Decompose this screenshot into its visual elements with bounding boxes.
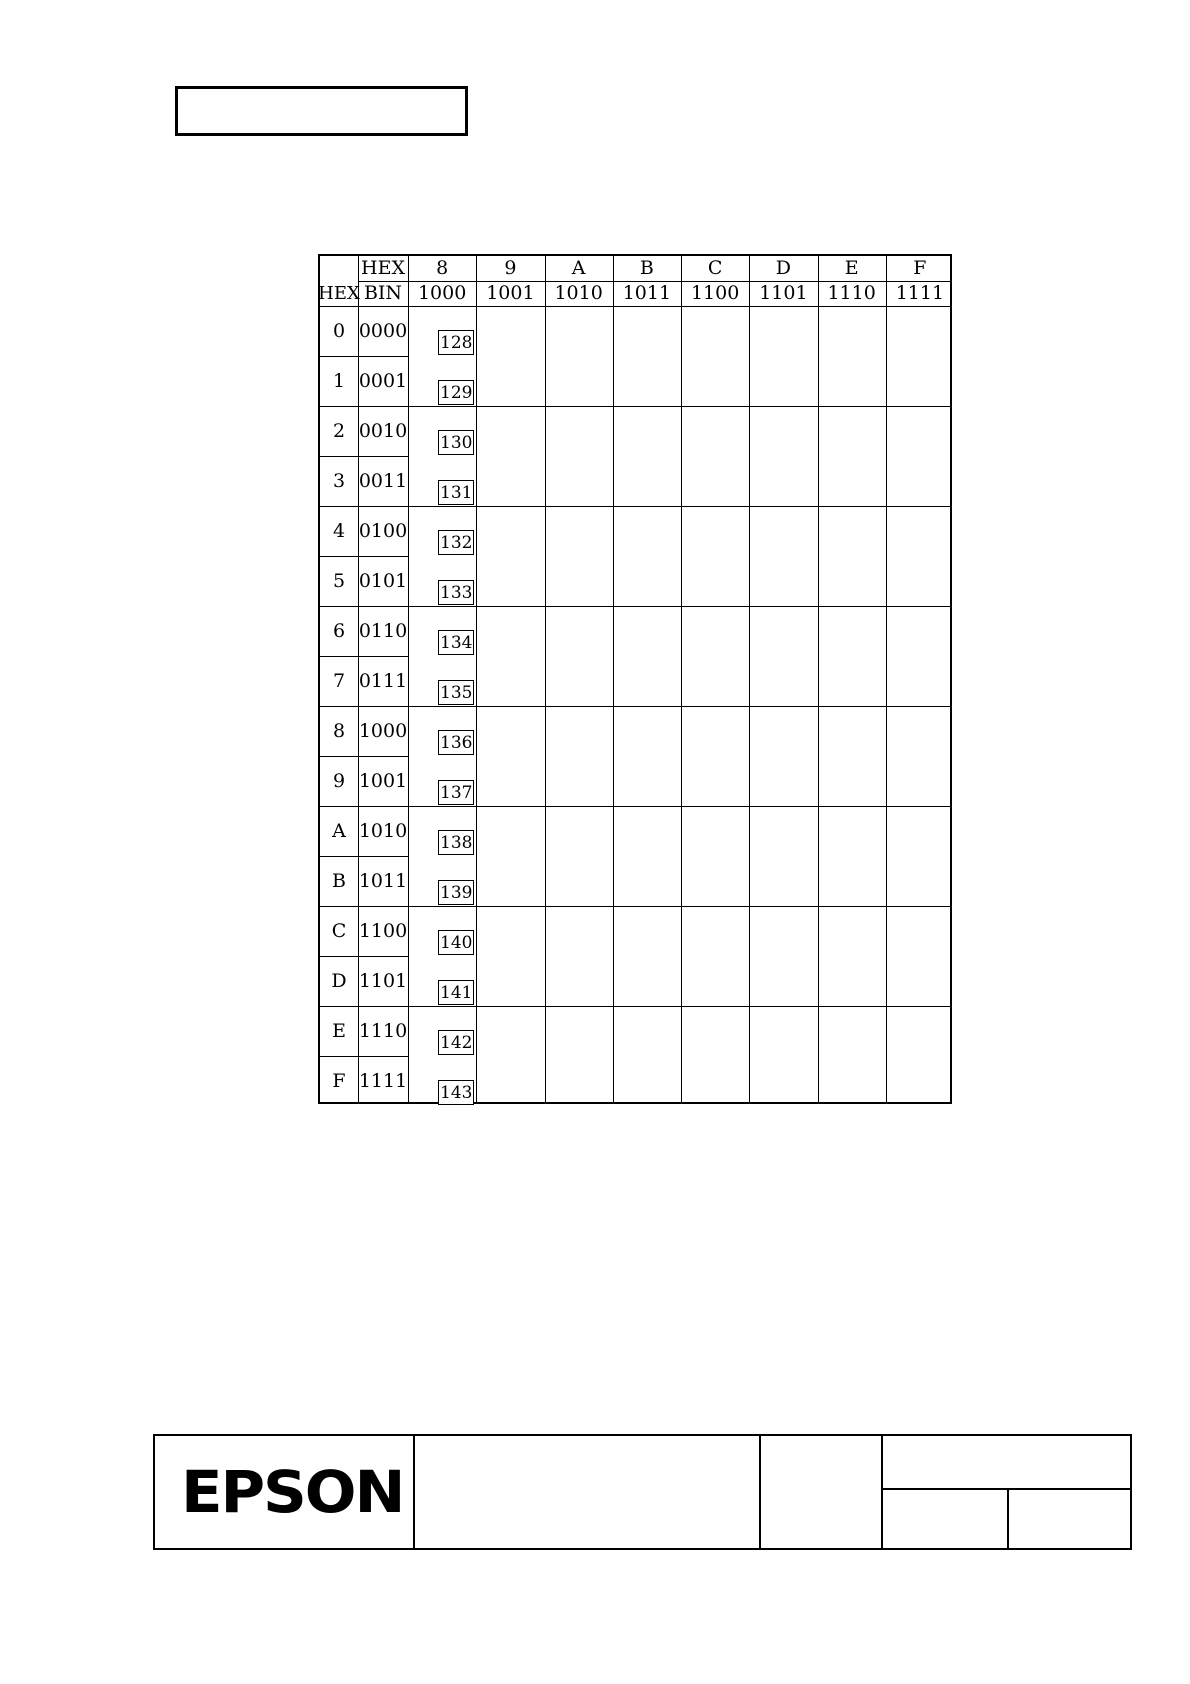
row-hex-header: 0 — [332, 319, 346, 342]
char-code-box: 130 — [438, 430, 474, 455]
row-bin-header: 0111 — [358, 669, 408, 692]
title-block-divider — [881, 1488, 1130, 1490]
row-hex-header: 8 — [332, 719, 346, 742]
row-hex-header: C — [331, 919, 347, 942]
grid-line — [408, 606, 950, 607]
grid-line — [886, 256, 887, 1102]
row-bin-header: 1010 — [358, 819, 408, 842]
header-hex-row-label: HEX — [318, 282, 360, 304]
title-block-divider — [759, 1436, 761, 1548]
row-hex-header: A — [332, 819, 346, 842]
column-bin-header: 1010 — [554, 282, 603, 304]
row-hex-header: B — [332, 869, 346, 892]
row-bin-header: 0000 — [358, 319, 408, 342]
grid-line — [408, 406, 950, 407]
column-bin-header: 1110 — [827, 282, 876, 304]
row-bin-header: 1100 — [358, 919, 408, 942]
row-hex-header: D — [331, 969, 347, 992]
row-hex-header: 9 — [332, 769, 346, 792]
char-code-box: 138 — [438, 830, 474, 855]
grid-line — [613, 256, 614, 1102]
column-hex-header: D — [775, 257, 791, 279]
row-hex-header: 4 — [332, 519, 346, 542]
epson-logo: EPSON — [181, 1458, 404, 1526]
char-code-box: 141 — [438, 980, 474, 1005]
column-hex-header: B — [639, 257, 654, 279]
row-hex-header: E — [332, 1019, 346, 1042]
char-code-box: 136 — [438, 730, 474, 755]
grid-line — [408, 906, 950, 907]
grid-line — [545, 256, 546, 1102]
row-hex-header: 7 — [332, 669, 346, 692]
grid-line — [408, 806, 950, 807]
column-hex-header: 9 — [504, 257, 517, 279]
grid-line — [681, 256, 682, 1102]
row-bin-header: 0100 — [358, 519, 408, 542]
grid-line — [408, 1006, 950, 1007]
grid-line — [818, 256, 819, 1102]
char-code-box: 137 — [438, 780, 474, 805]
row-bin-header: 0110 — [358, 619, 408, 642]
column-bin-header: 1000 — [417, 282, 467, 304]
char-code-box: 132 — [438, 530, 474, 555]
column-hex-header: 8 — [436, 257, 449, 279]
row-bin-header: 0101 — [358, 569, 408, 592]
column-bin-header: 1101 — [759, 282, 808, 304]
title-block-divider — [1007, 1488, 1009, 1548]
character-code-table — [318, 254, 952, 1104]
grid-line — [408, 256, 409, 1102]
row-hex-header: 5 — [332, 569, 346, 592]
column-hex-header: A — [571, 257, 586, 279]
row-bin-header: 1001 — [358, 769, 408, 792]
char-code-box: 134 — [438, 630, 474, 655]
row-bin-header: 1011 — [358, 869, 408, 892]
header-bin-label: BIN — [363, 282, 403, 304]
title-block-divider — [413, 1436, 415, 1548]
row-bin-header: 0001 — [358, 369, 408, 392]
char-code-box: 128 — [438, 330, 474, 355]
column-bin-header: 1100 — [690, 282, 740, 304]
char-code-box: 135 — [438, 680, 474, 705]
row-hex-header: 2 — [332, 419, 346, 442]
char-code-box: 131 — [438, 480, 474, 505]
column-bin-header: 1111 — [895, 282, 945, 304]
char-code-box: 143 — [438, 1080, 474, 1105]
column-hex-header: C — [707, 257, 723, 279]
row-bin-header: 1111 — [358, 1069, 408, 1092]
grid-line — [320, 306, 950, 307]
row-hex-header: 3 — [332, 469, 346, 492]
title-block — [153, 1434, 1132, 1550]
row-bin-header: 1110 — [358, 1019, 408, 1042]
row-hex-header: 1 — [332, 369, 346, 392]
row-bin-header: 0011 — [358, 469, 408, 492]
column-bin-header: 1001 — [486, 282, 535, 304]
char-code-box: 140 — [438, 930, 474, 955]
char-code-box: 129 — [438, 380, 474, 405]
row-bin-header: 1101 — [358, 969, 408, 992]
section-label-box — [175, 86, 468, 136]
grid-line — [408, 506, 950, 507]
column-bin-header: 1011 — [622, 282, 672, 304]
row-bin-header: 1000 — [358, 719, 408, 742]
row-bin-header: 0010 — [358, 419, 408, 442]
header-hex-label: HEX — [361, 257, 405, 279]
grid-line — [408, 706, 950, 707]
grid-line — [476, 256, 477, 1102]
char-code-box: 142 — [438, 1030, 474, 1055]
column-hex-header: E — [844, 257, 859, 279]
column-hex-header: F — [913, 257, 927, 279]
char-code-box: 139 — [438, 880, 474, 905]
row-hex-header: F — [332, 1069, 346, 1092]
row-hex-header: 6 — [332, 619, 346, 642]
title-block-divider — [881, 1436, 883, 1548]
char-code-box: 133 — [438, 580, 474, 605]
grid-line — [749, 256, 750, 1102]
